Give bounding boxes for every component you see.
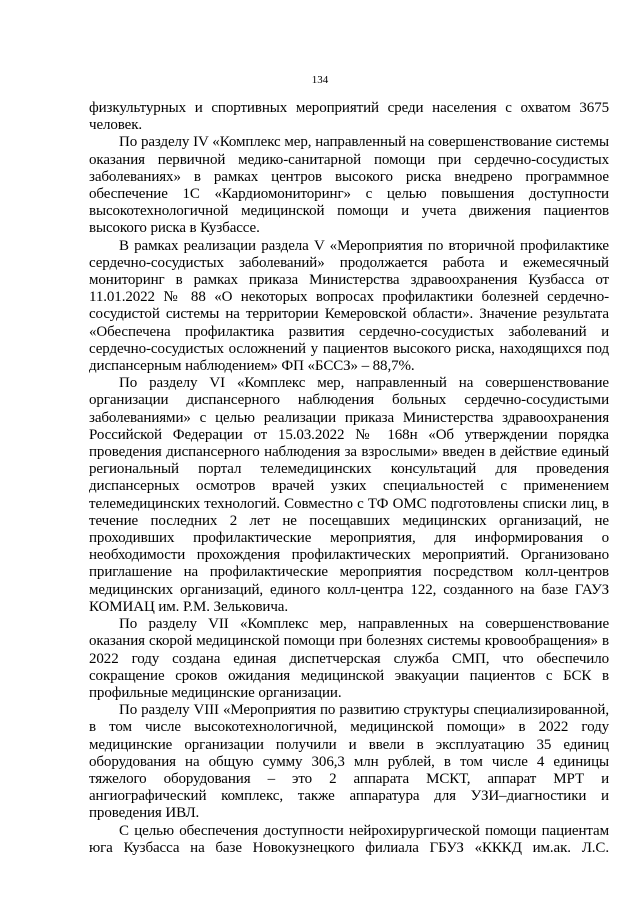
document-body (89, 100, 609, 857)
paragraph: По разделу IV «Комплекс мер, направленный на совершенствование системы оказания первичной медико-санитарной помощи при сердечно-сосудистых заболеваниях» в рамках центров высокого риска внедрено программное обеспечение 1С «Кардиомониторинг» с целью повышения доступности высокотехнологичной медицинской помощи и учета движения пациентов высокого риска в Кузбассе. (89, 134, 609, 237)
paragraph: С целью обеспечения доступности нейрохирургической помощи пациентам юга Кузбасса на базе Новокузнецкого филиала ГБУЗ «КККД им.ак. Л.С. (89, 822, 609, 856)
paragraph: По разделу VIII «Мероприятия по развитию структуры специализированной, в том числе высокотехнологичной, медицинской помощи» в 2022 году медицинские организации получили и ввели в эксплуатацию 35 единиц оборудования на общую сумму 306,3 млн рублей, в том числе 4 единицы тяжелого оборудования – это 2 аппарата МСКТ, аппарат МРТ и ангиографический комплекс, также аппаратура для УЗИ–диагностики и проведения ИВЛ. (89, 702, 609, 822)
paragraph: По разделу VI «Комплекс мер, направленный на совершенствование организации диспансерного наблюдения больных сердечно-сосудистыми заболеваниями» с целью реализации приказа Министерства здравоохранения Российской Федерации от 15.03.2022 № 168н «Об утверждении порядка проведения диспансерного наблюдения за взрослыми» введен в действие единый региональный портал телемедицинских консультаций для проведения диспансерных осмотров врачей узких специальностей с применением телемедицинских технологий. Совместно с ТФ ОМС подготовлены списки лиц, в течение последних 2 лет не посещавших медицинских организаций, не проходивших профилактические мероприятия, для информирования о необходимости прохождения профилактических мероприятий. Организовано приглашение на профилактические мероприятия посредством колл-центров медицинских организаций, единого колл-центра 122, созданного на базе ГАУЗ КОМИАЦ им. Р.М. Зельковича. (89, 375, 609, 615)
page-number: 134 (311, 74, 329, 86)
paragraph: физкультурных и спортивных мероприятий среди населения с охватом 3675 человек. (89, 100, 609, 134)
paragraph: По разделу VII «Комплекс мер, направленных на совершенствование оказания скорой медицинской помощи при болезнях системы кровообращения» в 2022 году создана единая диспетчерская служба СМП, что обеспечило сокращение сроков ожидания медицинской эвакуации пациентов с БСК в профильные медицинские организации. (89, 616, 609, 701)
paragraph: В рамках реализации раздела V «Мероприятия по вторичной профилактике сердечно-сосудистых заболеваний» продолжается работа и ежемесячный мониторинг в рамках приказа Министерства здравоохранения Кузбасса от 11.01.2022 № 88 «О некоторых вопросах профилактики болезней сердечно-сосудистой системы на территории Кемеровской области». Значение результата «Обеспечена профилактика развития сердечно-сосудистых заболеваний и сердечно-сосудистых осложнений у пациентов высокого риска, находящихся под диспансерным наблюдением» ФП «БССЗ» – 88,7%. (89, 237, 609, 375)
